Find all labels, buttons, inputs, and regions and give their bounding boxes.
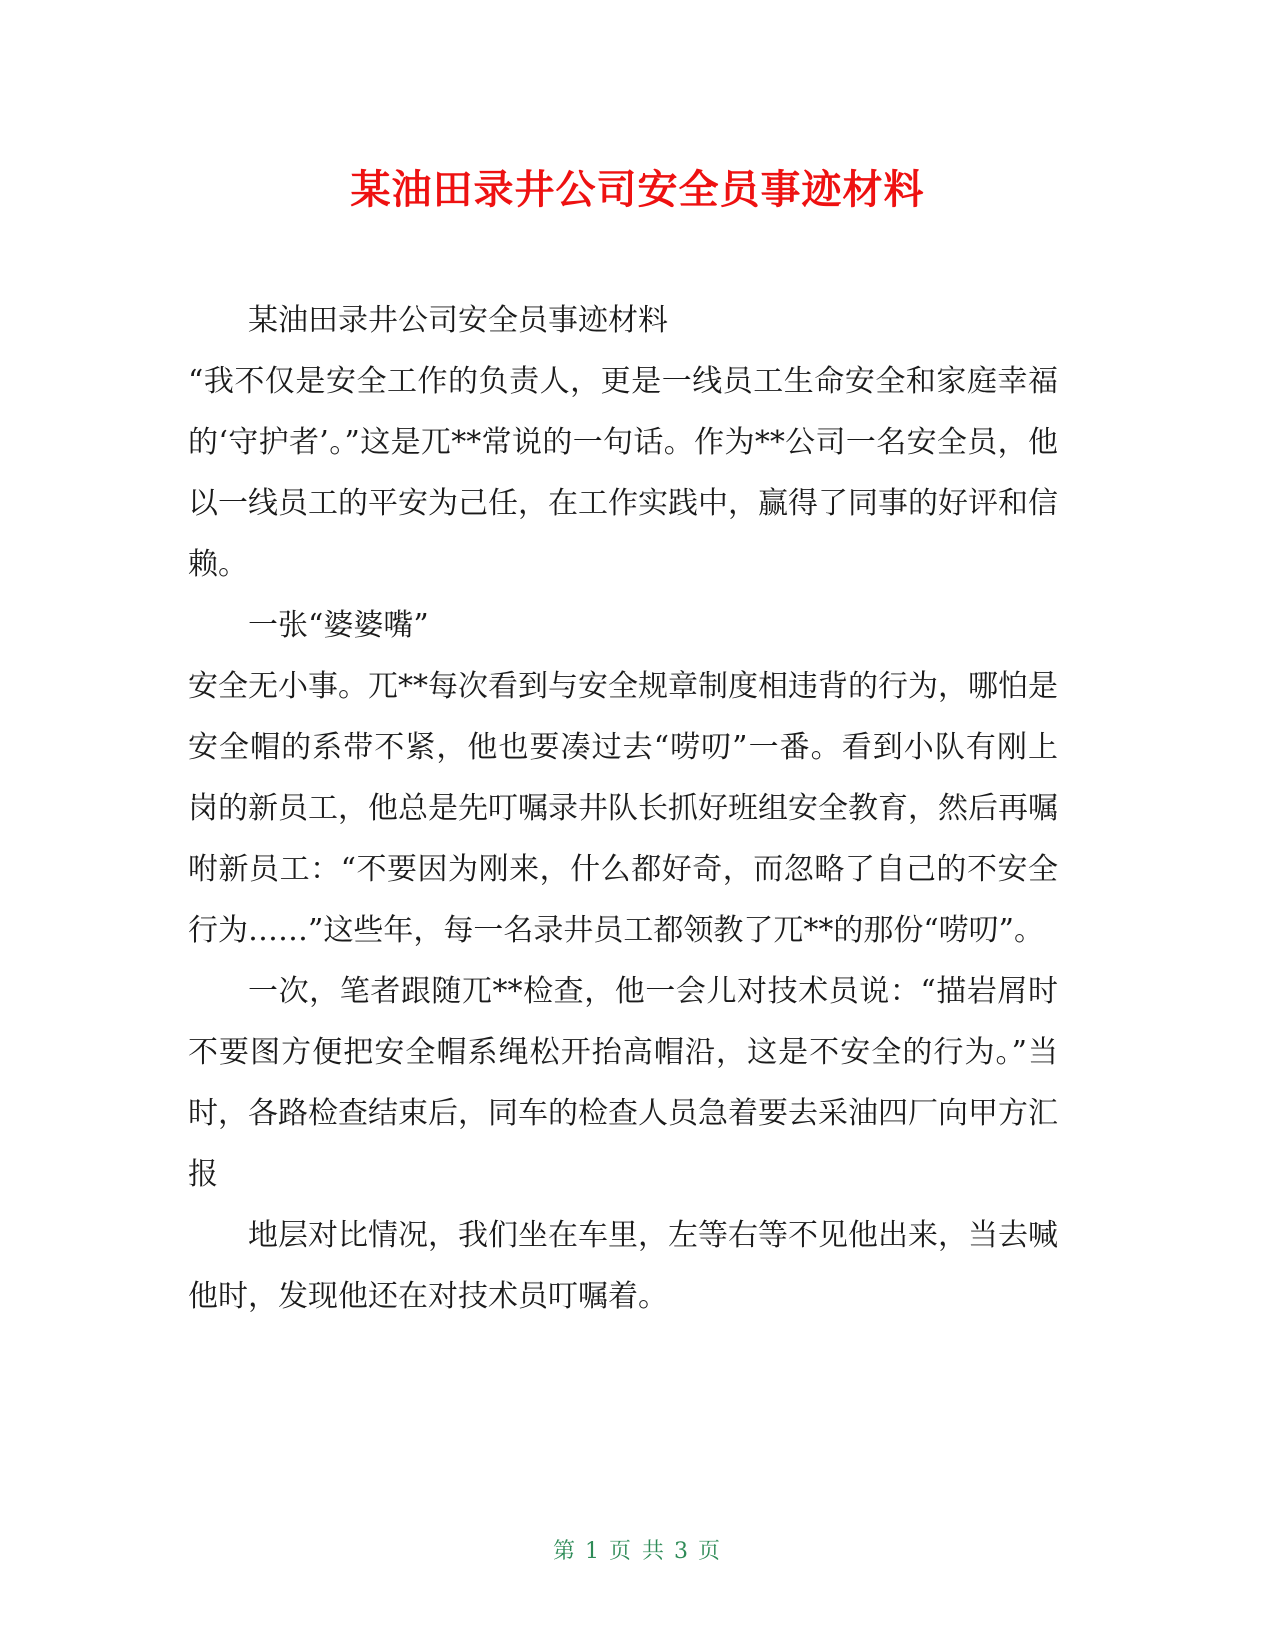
paragraph: 地层对比情况，我们坐在车里，左等右等不见他出来，当去喊他时，发现他还在对技术员叮嘱着。 — [188, 1218, 1058, 1314]
section-heading: 一张“婆婆嘴” — [248, 608, 429, 643]
footer-suffix: 页 — [698, 1539, 723, 1564]
paragraph: 一次，笔者跟随兀**检查，他一会儿对技术员说：“描岩屑时不要图方便把安全帽系绳松开抬高帽沿，这是不安全的行为。”当时，各路检查结束后，同车的检查人员急着要去采油四厂向甲方汇报 — [188, 974, 1058, 1192]
footer-current-page: 1 — [585, 1539, 601, 1564]
footer-middle: 页 共 — [609, 1539, 666, 1564]
paragraph: 某油田录井公司安全员事迹材料 — [248, 303, 668, 338]
paragraph: 安全无小事。兀**每次看到与安全规章制度相违背的行为，哪怕是安全帽的系带不紧，他也要凑过去“唠叨”一番。看到小队有刚上岗的新员工，他总是先叮嘱录井队长抓好班组安全教育，然后再嘱咐新员工：“不要因为刚来，什么都好奇，而忽略了自己的不安全行为……”这些年，每一名录井员工都领教了兀**的那份“唠叨”。 — [188, 669, 1058, 948]
paragraph: “我不仅是安全工作的负责人，更是一线员工生命安全和家庭幸福的‘守护者’。”这是兀**常说的一句话。作为**公司一名安全员，他以一线员工的平安为己任，在工作实践中，赢得了同事的好评和信赖。 — [188, 364, 1058, 582]
page-footer — [0, 1537, 1275, 1567]
document-title: 某油田录井公司安全员事迹材料 — [350, 167, 925, 213]
footer-prefix: 第 — [552, 1539, 577, 1564]
footer-total-pages: 3 — [674, 1539, 690, 1564]
document-body — [188, 290, 1058, 1327]
